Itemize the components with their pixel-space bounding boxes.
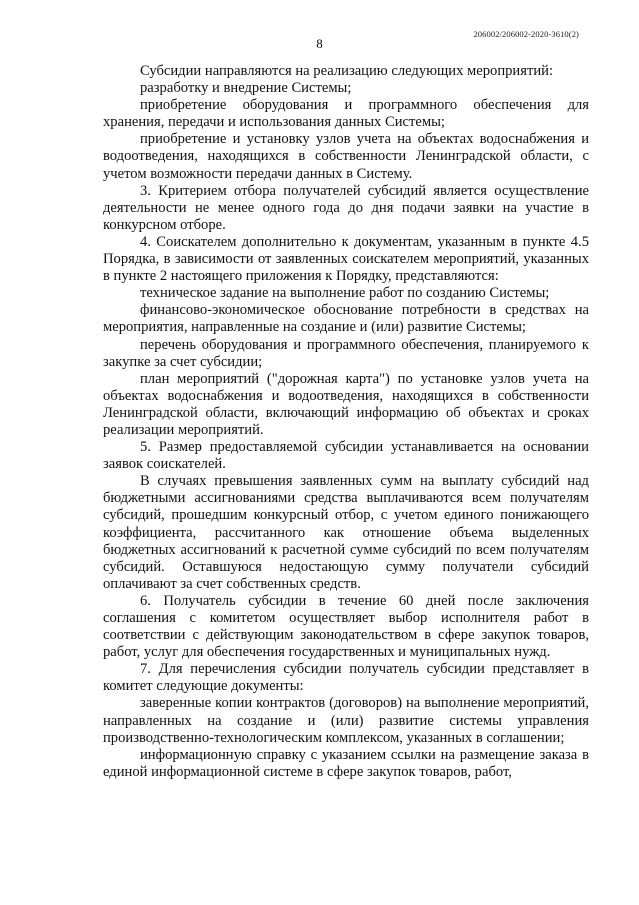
- paragraph: приобретение оборудования и программного обеспечения для хранения, передачи и использования данных Системы;: [103, 97, 589, 131]
- paragraph: 5. Размер предоставляемой субсидии устанавливается на основании заявок соискателей.: [103, 439, 589, 473]
- paragraph: техническое задание на выполнение работ по созданию Системы;: [140, 285, 550, 302]
- paragraph: финансово-экономическое обоснование потребности в средствах на мероприятия, направленные на создание и (или) развитие Системы;: [103, 302, 589, 336]
- paragraph: 7. Для перечисления субсидии получатель субсидии представляет в комитет следующие документы:: [103, 661, 589, 695]
- paragraph: приобретение и установку узлов учета на объектах водоснабжения и водоотведения, находящихся в собственности Ленинградской области, с учетом возможности передачи данных в Систему.: [103, 131, 589, 182]
- paragraph: 3. Критерием отбора получателей субсидий является осуществление деятельности не менее одного года до дня подачи заявки на участие в конкурсном отборе.: [103, 182, 589, 233]
- paragraph: 4. Соискателем дополнительно к документам, указанным в пункте 4.5 Порядка, в зависимости от заявленных соискателем мероприятий, указанных в пункте 2 настоящего приложения к Порядку, представляются:: [103, 233, 589, 285]
- paragraph: разработку и внедрение Системы;: [140, 80, 352, 97]
- document-id: 206002/206002-2020-3610(2): [473, 29, 579, 39]
- paragraph: информационную справку с указанием ссылки на размещение заказа в единой информационной системе в сфере закупок товаров, работ,: [103, 746, 589, 780]
- paragraph: Субсидии направляются на реализацию следующих мероприятий:: [140, 63, 554, 79]
- paragraph: 6. Получатель субсидии в течение 60 дней после заключения соглашения с комитетом осуществляет выбор исполнителя работ в соответствии с действующим законодательством в сфере закупок товаров, работ, услуг для обеспечения государственных и муниципальных нужд.: [103, 592, 589, 661]
- paragraph: план мероприятий ("дорожная карта") по установке узлов учета на объектах водоснабжения и водоотведения, находящихся в собственности Ленинградской области, включающий информацию об объектах и сроках реализации мероприятий.: [103, 370, 589, 438]
- page-number: 8: [316, 36, 323, 51]
- paragraph: В случаях превышения заявленных сумм на выплату субсидий над бюджетными ассигнованиями средства выплачиваются всем получателям субсидий, прошедшим конкурсный отбор, с учетом единого понижающего коэффициента, рассчитанного как отношение объема выделенных бюджетных ассигнований к расчетной сумме субсидий по всем получателям субсидий. Оставшуюся недостающую сумму получатели субсидий оплачивают за счет собственных средств.: [103, 473, 589, 592]
- document-body: [103, 63, 589, 781]
- paragraph: заверенные копии контрактов (договоров) на выполнение мероприятий, направленных на создание и (или) развитие системы управления производственно-технологическим комплексом, указанных в соглашении;: [103, 695, 589, 746]
- paragraph: перечень оборудования и программного обеспечения, планируемого к закупке за счет субсидии;: [103, 336, 589, 370]
